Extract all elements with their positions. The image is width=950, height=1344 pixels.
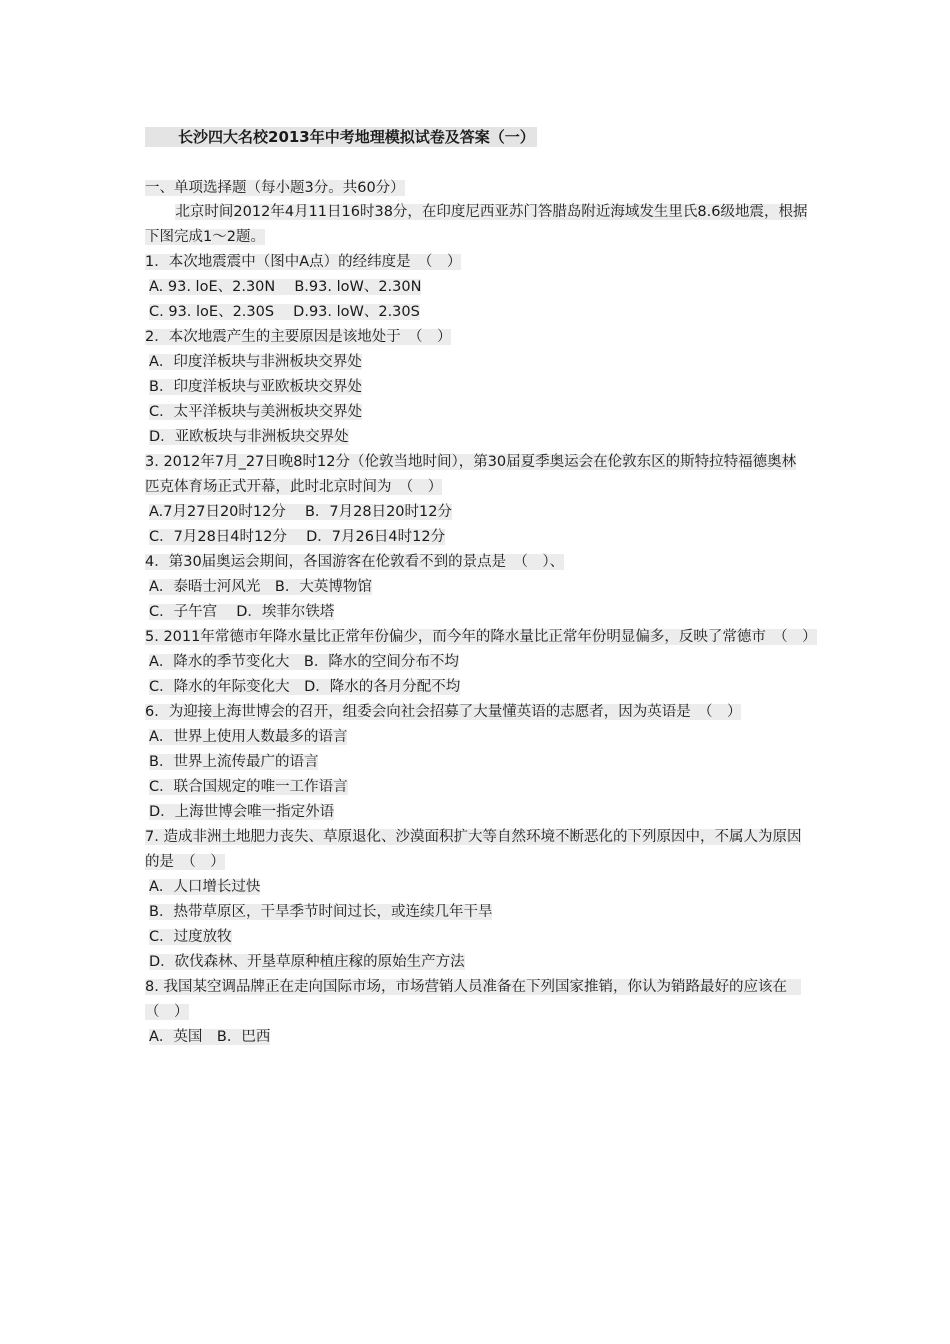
question-option: B．印度洋板块与亚欧板块交界处 — [149, 379, 362, 395]
document-content — [145, 124, 817, 1050]
question-option: C．降水的年际变化大 D．降水的各月分配不均 — [149, 679, 461, 695]
question-stem: 3. 2012年7月_27日晚8时12分（伦敦当地时间），第30届夏季奥运会在伦敦东区的斯特拉特福德奥林匹克体育场正式开幕，此时北京时间为 （ ） — [145, 454, 797, 495]
intro-text: 北京时间2012年4月11日16时38分，在印度尼西亚苏门答腊岛附近海域发生里氏8.6级地震，根据下图完成1～2题。 — [145, 204, 808, 245]
question-stem: 8. 我国某空调品牌正在走向国际市场，市场营销人员准备在下列国家推销，你认为销路最好的应该在 （ ） — [145, 979, 802, 1020]
question-option: A. 93. loE、2.30N B.93. loW、2.30N — [149, 279, 422, 295]
question-stem: 6．为迎接上海世博会的召开，组委会向社会招募了大量懂英语的志愿者，因为英语是 （ ） — [145, 704, 742, 720]
question-8 — [145, 975, 810, 1050]
question-option: A．人口增长过快 — [149, 879, 261, 895]
question-option: B．世界上流传最广的语言 — [149, 754, 319, 770]
question-stem: 1．本次地震震中（图中A点）的经纬度是 （ ） — [145, 254, 462, 270]
question-option: C. 93. loE、2.30S D.93. loW、2.30S — [149, 304, 420, 320]
question-option: C．过度放牧 — [149, 929, 232, 945]
question-option: D．砍伐森林、开垦草原种植庄稼的原始生产方法 — [149, 954, 465, 970]
question-option: A．降水的季节变化大 B．降水的空间分布不均 — [149, 654, 459, 670]
document-title — [145, 124, 810, 150]
question-option: D．亚欧板块与非洲板块交界处 — [149, 429, 349, 445]
question-stem: 2．本次地震产生的主要原因是该地处于 （ ） — [145, 329, 452, 345]
intro-paragraph — [145, 200, 810, 250]
question-3 — [145, 450, 810, 550]
section-header — [145, 176, 810, 200]
document-title-text: 长沙四大名校2013年中考地理模拟试卷及答案（一） — [145, 127, 537, 147]
question-6 — [145, 700, 810, 825]
question-5 — [145, 625, 817, 700]
question-option: A．英国 B．巴西 — [149, 1029, 271, 1045]
question-stem: 7. 造成非洲土地肥力丧失、草原退化、沙漠面积扩大等自然环境不断恶化的下列原因中，不属人为原因的是 （ ） — [145, 829, 802, 870]
question-option: A．印度洋板块与非洲板块交界处 — [149, 354, 362, 370]
question-stem: 4．第30届奥运会期间，各国游客在伦敦看不到的景点是 （ ）、 — [145, 554, 565, 570]
question-4 — [145, 550, 810, 625]
question-7 — [145, 825, 810, 975]
question-1 — [145, 250, 810, 325]
question-option: A.7月27日20时12分 B．7月28日20时12分 — [149, 504, 452, 520]
question-stem: 5. 2011年常德市年降水量比正常年份偏少，而今年的降水量比正常年份明显偏多，反映了常德市 （ ） — [145, 629, 817, 645]
question-option: C．联合国规定的唯一工作语言 — [149, 779, 348, 795]
question-option: C．7月28日4时12分 D．7月26日4时12分 — [149, 529, 446, 545]
section-header-text: 一、单项选择题（每小题3分。共60分） — [145, 180, 405, 196]
question-option: C．子午宫 D．埃菲尔铁塔 — [149, 604, 335, 620]
question-option: B．热带草原区，干旱季节时间过长，或连续几年干旱 — [149, 904, 493, 920]
question-option: D．上海世博会唯一指定外语 — [149, 804, 335, 820]
question-option: A．世界上使用人数最多的语言 — [149, 729, 348, 745]
question-2 — [145, 325, 810, 450]
question-option: C．太平洋板块与美洲板块交界处 — [149, 404, 363, 420]
question-option: A．泰晤士河风光 B．大英博物馆 — [149, 579, 372, 595]
